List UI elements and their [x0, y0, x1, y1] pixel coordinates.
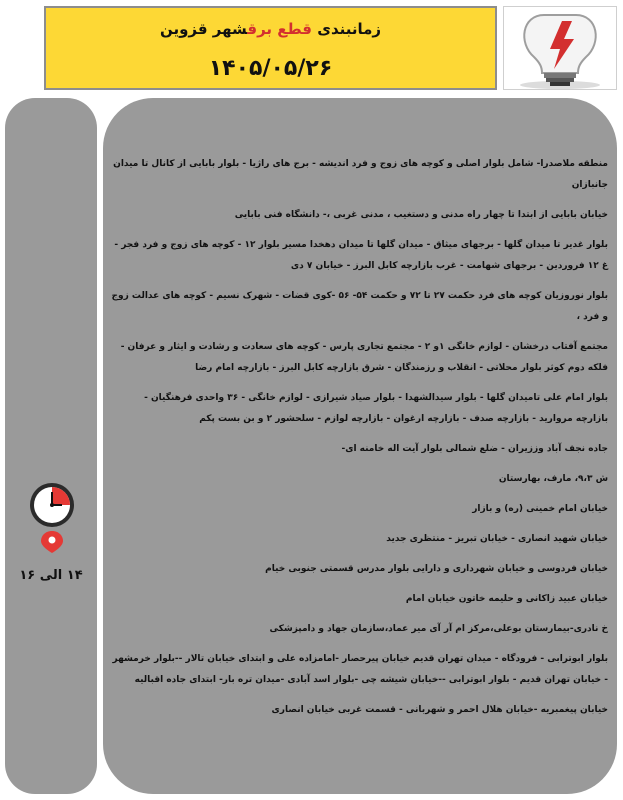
page-title [46, 20, 495, 38]
area-item: خ نادری-بیمارستان بوعلی،مرکز ام آر آی میر عماد،سازمان جهاد و دامپزشکی [269, 624, 608, 634]
time-range: ۱۴ الی ۱۶ [19, 568, 83, 583]
areas-panel [103, 98, 617, 794]
area-item: خیابان شهید انصاری - خیابان تبریز - منتظری جدید [386, 534, 608, 544]
area-item: ش ۹،۳، مارف، بهارستان [498, 474, 608, 484]
header-banner [44, 6, 497, 90]
title-prefix: زمانبندی [311, 20, 382, 38]
area-item: خیابان امام خمینی (ره) و بازار [472, 504, 608, 514]
area-item: بلوار غدیر تا میدان گلها - برجهای میثاق - میدان گلها تا میدان دهخدا مسیر بلوار ۱۲ - کوچه های زوج و فرد فجر - غ ۱۲ فروردین - برجهای شهامت - غرب بازارچه کابل البرز - خیابان ۷ دی [114, 240, 608, 271]
area-item: بلوار امام علی تامیدان گلها - بلوار سیدالشهدا - بلوار صیاد شیرازی - لوازم خانگی - ۳۶ واحدی فرهنگیان - بازارچه مروارید - بازارچه صدف - بازارچه ارغوان - بازارچه لوازم - سلحشور ۲ و بن بست پکم [144, 393, 608, 424]
clock-location-icon [25, 483, 79, 553]
area-item: مجتمع آفتاب درخشان - لوازم خانگی ۱و ۲ - مجتمع تجاری پارس - کوچه های سعادت و رشادت و ایثار و عرفان - فلکه دوم کوثر بلوار محلاتی - انقلاب و رزمندگان - شرق بازارچه کابل البرز - بازارچه امام رضا [120, 342, 608, 373]
lightbulb-power-icon [504, 7, 618, 91]
area-item: خیابان پیغمبریه -خیابان هلال احمر و شهربانی - قسمت غربی خیابان انصاری [271, 705, 608, 715]
area-item: منطقه ملاصدرا- شامل بلوار اصلی و کوچه های زوج و فرد اندیشه - برج های راژیا - بلوار بابایی از کانال تا میدان جانبازان [113, 159, 608, 190]
areas-list [111, 154, 608, 730]
area-item: بلوار نوروزیان کوچه های فرد حکمت ۲۷ تا ۷۲ و حکمت ۵۴- ۵۶ -کوی قضات - شهرک نسیم - کوچه های عدالت زوج و فرد ، [111, 291, 608, 322]
area-item: خیابان بابایی از ابتدا تا چهار راه مدنی و دستغیب ، مدنی غربی ،- دانشگاه فنی بابایی [234, 210, 608, 220]
logo-box [503, 6, 617, 90]
area-item: جاده نجف آباد وززیران - ضلع شمالی بلوار آیت اله خامنه ای- [341, 444, 608, 454]
area-item: خیابان عبید زاکانی و حلیمه خاتون خیابان امام [405, 594, 608, 604]
area-item: خیابان فردوسی و خیابان شهرداری و دارایی بلوار مدرس قسمتی جنوبی خیام [265, 564, 608, 574]
title-suffix: شهر قزوین [159, 20, 248, 38]
title-highlight: قطع برق [247, 20, 312, 38]
area-item: بلوار ابوترابی - فرودگاه - میدان تهران قدیم خیابان پیرحصار -امامزاده علی و ابتدای خیابان تالار --بلوار خرمشهر - خیابان تهران قدیم - بلوار ابوترابی --خیابان شیشه چی -بلوار اسد آبادی -میدان تره بار- ابتدای جاده اقبالیه [112, 654, 608, 685]
time-sidebar [5, 98, 97, 794]
schedule-date: ۱۴۰۵/۰۵/۲۶ [208, 56, 333, 81]
